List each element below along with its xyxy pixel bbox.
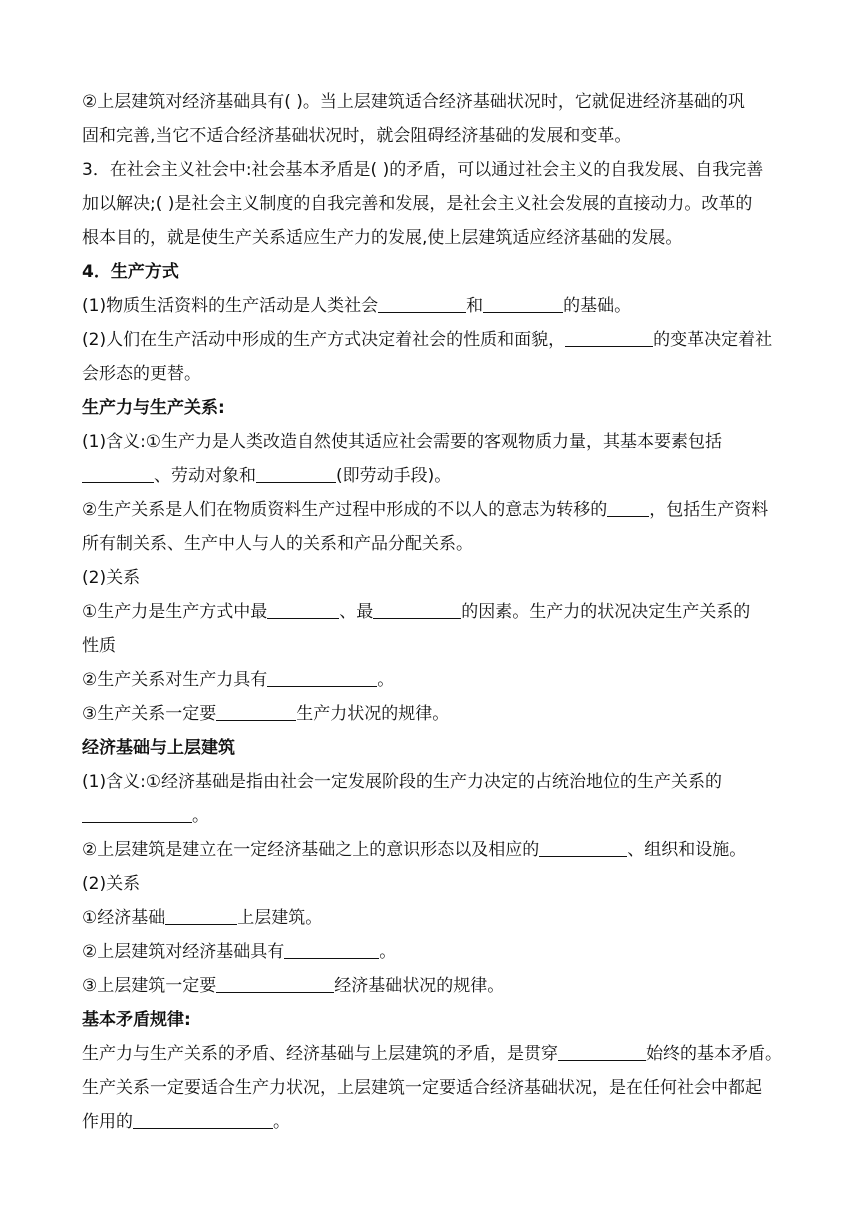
heading-text: 4．生产方式 <box>82 262 179 282</box>
section-heading-economic-base <box>82 731 782 765</box>
text-line <box>82 799 782 833</box>
line-text: ，包括生产资料 <box>649 500 769 520</box>
fill-blank[interactable] <box>133 1106 273 1129</box>
line-text: 根本目的，就是使生产关系适应生产力的发展,使上层建筑适应经济基础的发展。 <box>82 228 683 248</box>
line-text: (1)物质生活资料的生产活动是人类社会 <box>82 296 379 316</box>
fill-blank[interactable] <box>82 460 154 483</box>
text-line <box>82 1105 782 1139</box>
section-heading-production-mode <box>82 255 782 289</box>
line-text: (2)关系 <box>82 874 141 894</box>
text-line <box>82 867 782 901</box>
line-text: 。 <box>377 670 395 690</box>
line-text: 、劳动对象和 <box>154 466 256 486</box>
line-text: 。 <box>273 1112 290 1132</box>
line-text: 生产力与生产关系的矛盾、经济基础与上层建筑的矛盾，是贯穿 <box>82 1044 558 1064</box>
text-line <box>82 663 782 697</box>
fill-blank[interactable] <box>284 936 379 959</box>
section-heading-basic-contradiction <box>82 1003 782 1037</box>
text-line <box>82 527 782 561</box>
line-text: ③上层建筑一定要 <box>82 976 217 996</box>
line-text: 、组织和设施。 <box>627 840 747 860</box>
line-text: ②上层建筑是建立在一定经济基础之上的意识形态以及相应的 <box>82 840 540 860</box>
text-line <box>82 1071 782 1105</box>
text-line <box>82 561 782 595</box>
heading-text: 经济基础与上层建筑 <box>82 738 235 758</box>
text-line <box>82 629 782 663</box>
line-text: ②上层建筑对经济基础具有 <box>82 942 285 962</box>
text-line <box>82 595 782 629</box>
line-text: 生产力状况的规律。 <box>296 704 450 724</box>
fill-blank[interactable] <box>82 800 192 823</box>
text-line <box>82 969 782 1003</box>
fill-blank[interactable] <box>267 664 377 687</box>
text-line <box>82 765 782 799</box>
text-line <box>82 697 782 731</box>
text-line <box>82 323 782 357</box>
fill-blank[interactable] <box>539 834 627 857</box>
line-text: (1)含义:①生产力是人类改造自然使其适应社会需要的客观物质力量，其基本要素包括 <box>82 432 723 452</box>
line-text: 。 <box>379 942 397 962</box>
line-text: 、最 <box>339 602 374 622</box>
line-text: ③生产关系一定要 <box>82 704 217 724</box>
text-line <box>82 357 782 391</box>
line-text: 的变革决定着社 <box>653 330 773 350</box>
text-line <box>82 459 782 493</box>
fill-blank[interactable] <box>267 596 339 619</box>
line-text: 生产关系一定要适合生产力状况，上层建筑一定要适合经济基础状况，是在任何社会中都起 <box>82 1078 762 1098</box>
fill-blank[interactable] <box>165 902 237 925</box>
text-line <box>82 221 782 255</box>
line-text: 作用的 <box>82 1112 133 1132</box>
text-line <box>82 833 782 867</box>
line-text: (2)关系 <box>82 568 141 588</box>
line-text: 所有制关系、生产中人与人的关系和产品分配关系。 <box>82 534 473 554</box>
text-line <box>82 1037 782 1071</box>
fill-blank[interactable] <box>256 460 336 483</box>
text-line <box>82 85 782 119</box>
text-line <box>82 153 782 187</box>
text-line <box>82 425 782 459</box>
line-text: 3．在社会主义社会中:社会基本矛盾是( )的矛盾，可以通过社会主义的自我发展、自我完善 <box>82 160 764 180</box>
document-body <box>82 85 782 1139</box>
text-line <box>82 493 782 527</box>
heading-text: 基本矛盾规律: <box>82 1010 191 1030</box>
line-text: (2)人们在生产活动中形成的生产方式决定着社会的性质和面貌， <box>82 330 566 350</box>
line-text: ②上层建筑对经济基础具有( )。当上层建筑适合经济基础状况时，它就促进经济基础的巩 <box>82 92 745 112</box>
fill-blank[interactable] <box>565 324 653 347</box>
fill-blank[interactable] <box>216 698 296 721</box>
line-text: (1)含义:①经济基础是指由社会一定发展阶段的生产力决定的占统治地位的生产关系的 <box>82 772 723 792</box>
line-text: (即劳动手段)。 <box>336 466 452 486</box>
line-text: ②生产关系对生产力具有 <box>82 670 268 690</box>
fill-blank[interactable] <box>607 494 649 517</box>
fill-blank[interactable] <box>373 596 461 619</box>
fill-blank[interactable] <box>378 290 466 313</box>
line-text: 性质 <box>82 636 116 656</box>
text-line <box>82 187 782 221</box>
line-text: 加以解决;( )是社会主义制度的自我完善和发展，是社会主义社会发展的直接动力。改革的 <box>82 194 753 214</box>
line-text: 始终的基本矛盾。 <box>646 1044 782 1064</box>
fill-blank[interactable] <box>483 290 563 313</box>
line-text: 固和完善,当它不适合经济基础状况时，就会阻碍经济基础的发展和变革。 <box>82 126 632 146</box>
fill-blank[interactable] <box>216 970 334 993</box>
line-text: 上层建筑。 <box>237 908 323 928</box>
line-text: 经济基础状况的规律。 <box>334 976 505 996</box>
line-text: ①经济基础 <box>82 908 166 928</box>
line-text: 和 <box>466 296 484 316</box>
text-line <box>82 289 782 323</box>
text-line <box>82 935 782 969</box>
line-text: 的基础。 <box>563 296 632 316</box>
text-line <box>82 119 782 153</box>
line-text: ①生产力是生产方式中最 <box>82 602 268 622</box>
line-text: ②生产关系是人们在物质资料生产过程中形成的不以人的意志为转移的 <box>82 500 608 520</box>
section-heading-productive-forces <box>82 391 782 425</box>
heading-text: 生产力与生产关系: <box>82 398 225 418</box>
line-text: 会形态的更替。 <box>82 364 201 384</box>
fill-blank[interactable] <box>558 1038 646 1061</box>
text-line <box>82 901 782 935</box>
line-text: 。 <box>192 806 209 826</box>
line-text: 的因素。生产力的状况决定生产关系的 <box>461 602 751 622</box>
